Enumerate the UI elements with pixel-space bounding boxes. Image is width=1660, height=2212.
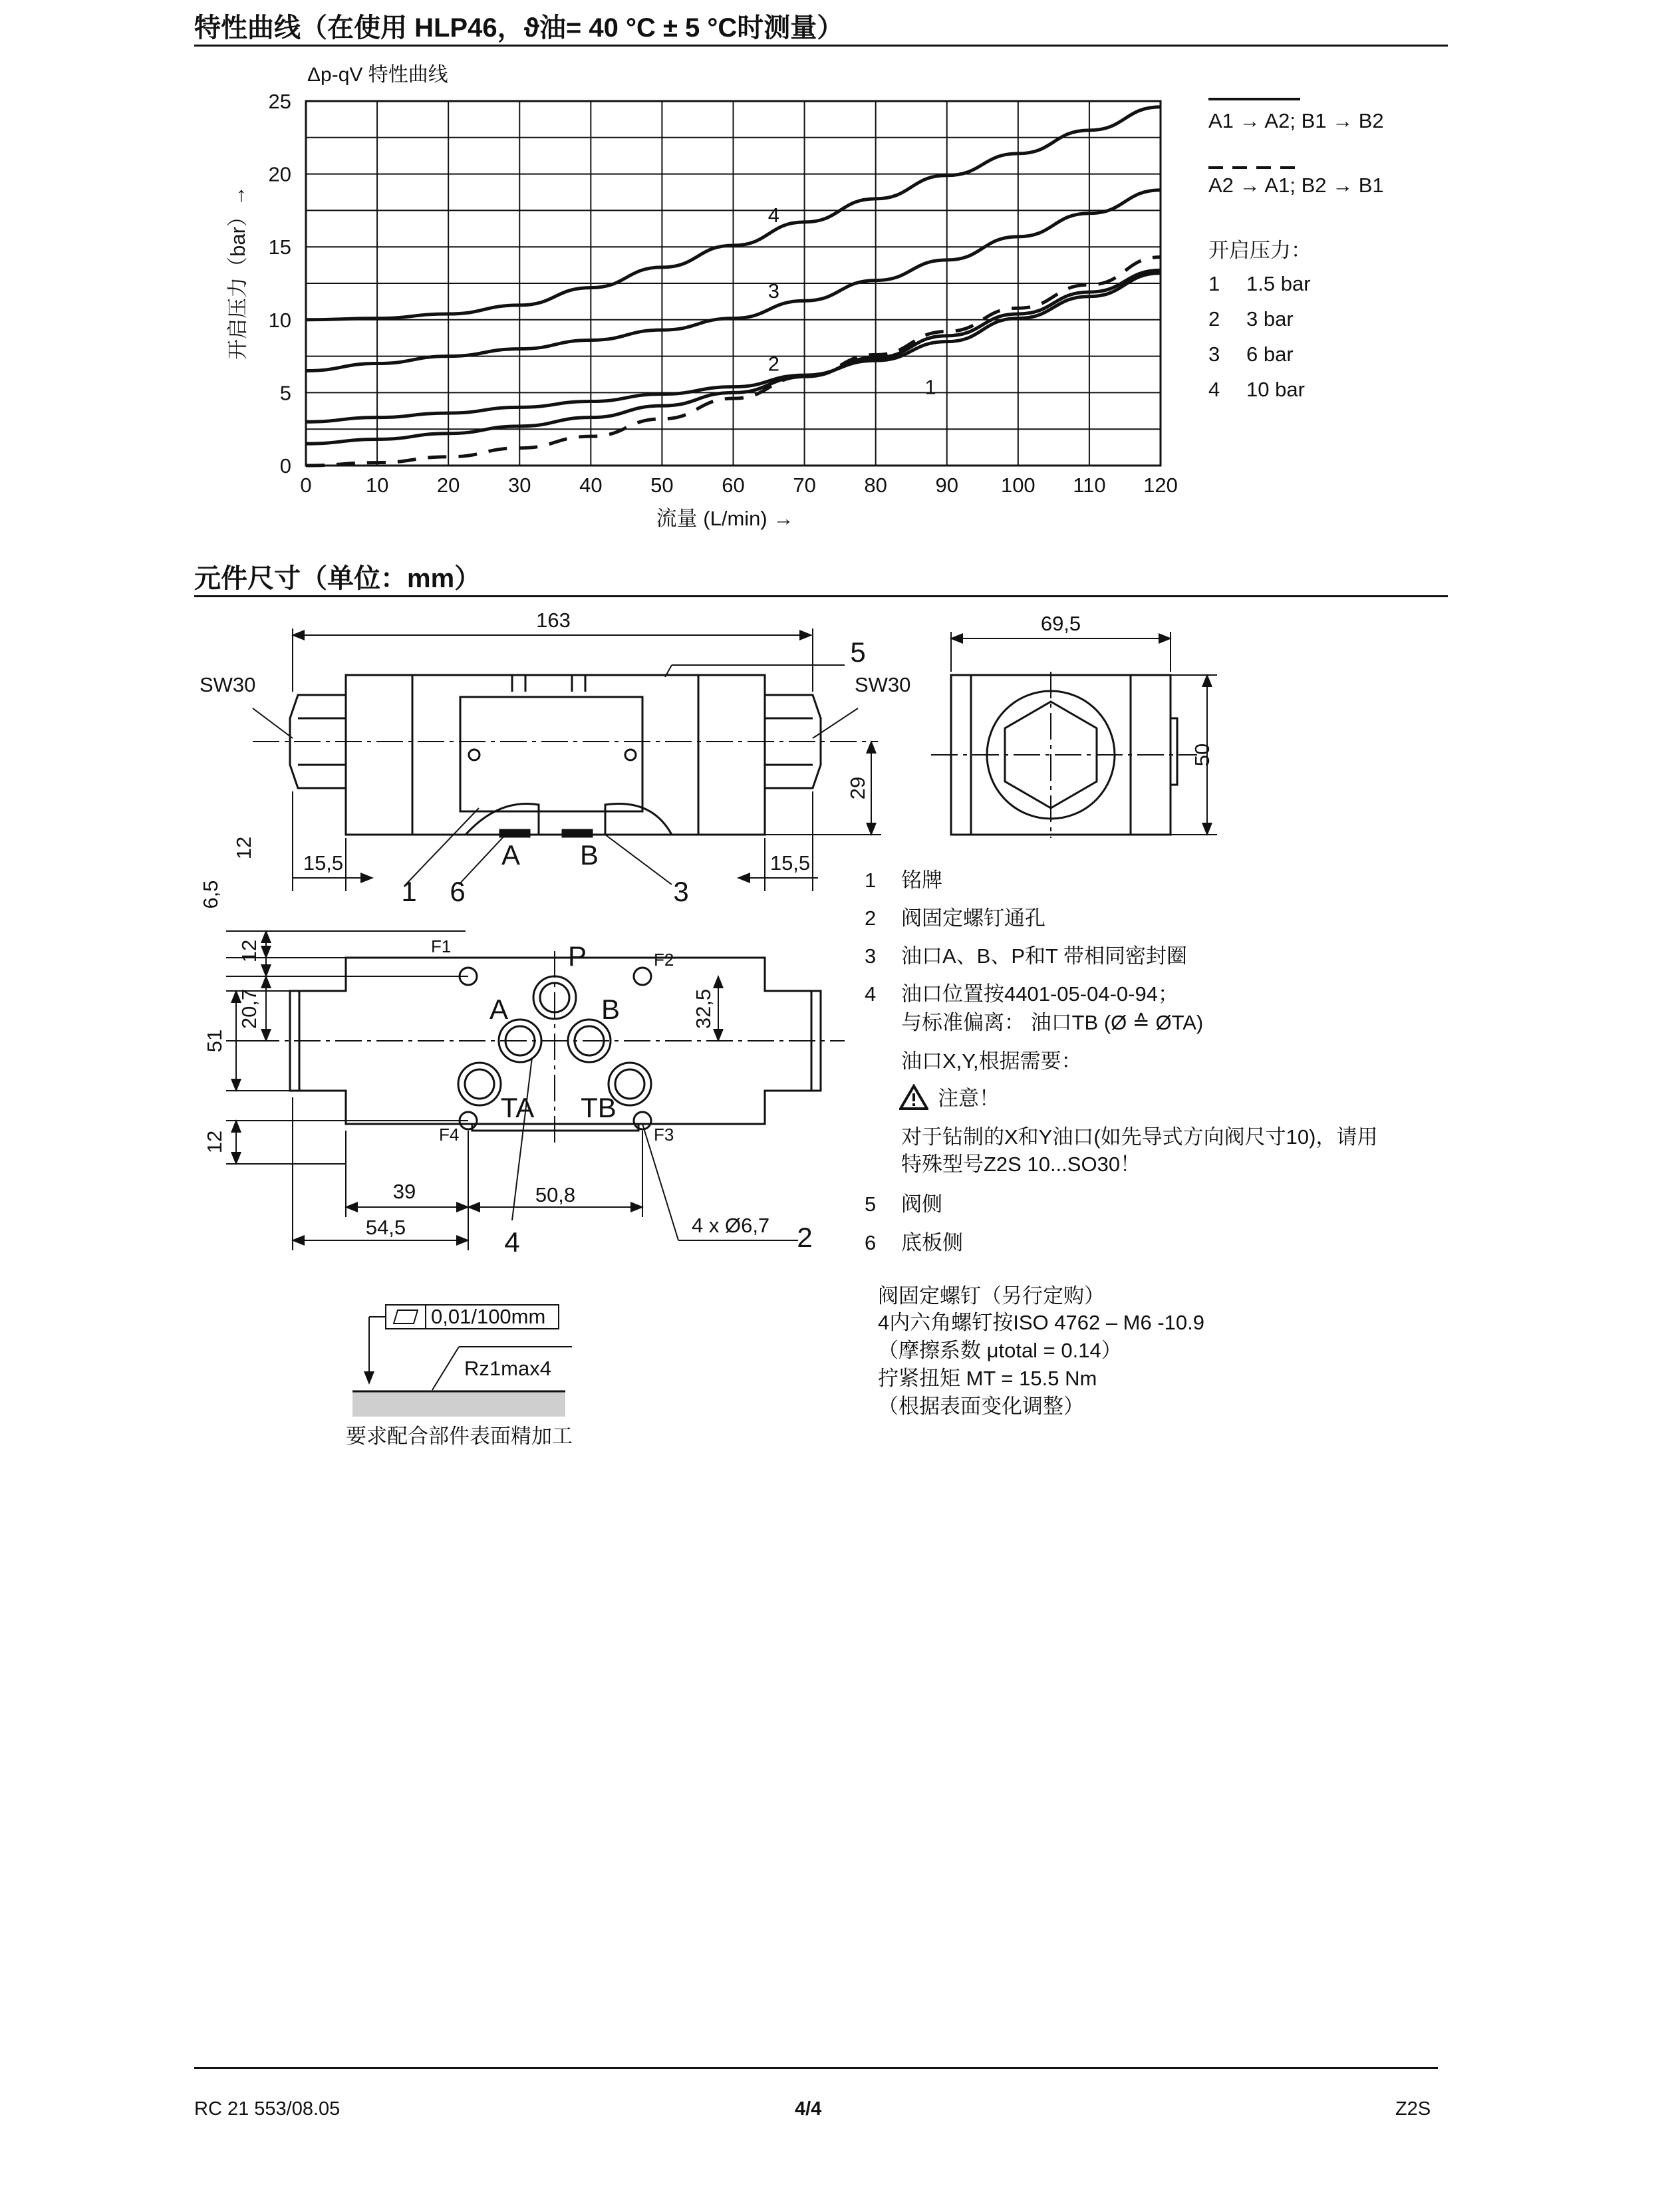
dim-50-8: 50,8 [535,1183,576,1206]
chart-x-tick: 60 [722,474,745,497]
note-text: 油口A、B、P和T 带相同密封圈 [901,944,1188,968]
dim-20-7: 20,7 [237,988,261,1030]
note-text: 底板侧 [901,1231,963,1254]
dim-15-5-right: 15,5 [769,851,811,875]
dim-29: 29 [846,776,869,800]
callout-3: 3 [673,876,689,907]
chart-xlabel: 流量 (L/min) → [656,507,794,530]
port-p: P [567,940,587,972]
chart-x-tick: 100 [1000,474,1036,497]
bolt-line: 拧紧扭矩 MT = 15.5 Nm [878,1367,1097,1390]
legend-solid-label: A1 → A2; B1 → B2 [1208,109,1384,132]
port-b: B [601,994,621,1025]
dim-39: 39 [392,1180,416,1203]
note-num: 2 [865,906,877,930]
callout-4: 4 [504,1226,520,1258]
bolt-line: （根据表面变化调整） [878,1395,1084,1418]
dim-6-5: 6,5 [199,880,222,909]
bolt-line: 4内六角螺钉按ISO 4762 – M6 -10.9 [878,1311,1205,1334]
chart-y-tick: 10 [268,308,291,332]
callout-5: 5 [850,636,866,668]
chart-x-tick: 120 [1143,474,1178,497]
note-num: 3 [865,944,877,968]
warning-icon [899,1084,928,1111]
note-text: 油口位置按4401-05-04-0-94； [901,982,1178,1006]
chart-x-tick: 40 [579,474,603,497]
dim-12a: 12 [232,836,255,860]
footer-rule [194,2067,1438,2069]
footer-model: Z2S [1395,2098,1431,2120]
chart-x-tick: 20 [436,474,460,497]
footer-page: 4/4 [795,2098,822,2120]
note-4-line2: 与标准偏离： 油口TB (Ø ≙ ØTA) [901,1011,1204,1034]
warning-text: 注意！ [938,1087,1000,1110]
dim-50: 50 [1190,743,1214,767]
note-4-line3: 油口X,Y,根据需要： [901,1049,1082,1073]
chart-x-tick: 90 [935,474,958,497]
chart-y-tick: 25 [268,90,291,113]
port-f4: F4 [439,1125,460,1145]
nameplate [460,697,642,811]
flatness-value: 0,01/100mm [431,1305,546,1328]
sw30-right: SW30 [855,673,911,696]
dim-15-5-left: 15,5 [303,851,344,875]
chart-curve-label: 4 [767,203,779,227]
chart-curve-label: 2 [767,352,779,376]
legend-item-val: 1.5 bar [1246,272,1311,295]
legend-item-val: 3 bar [1246,307,1294,331]
port-a-front: A [501,839,521,871]
legend-item-val: 10 bar [1246,378,1305,401]
surface-caption: 要求配合部件表面精加工 [346,1425,573,1448]
callout-6: 6 [450,876,466,907]
sw30-left: SW30 [200,673,256,696]
footer-doc-id: RC 21 553/08.05 [194,2098,341,2120]
dim-54-5: 54,5 [365,1216,406,1239]
note-text: 阀固定螺钉通孔 [901,906,1045,930]
dim-69-5: 69,5 [1040,612,1081,635]
port-f3: F3 [654,1125,674,1145]
chart-curve-label: 3 [767,279,779,303]
roughness-value: Rz1max4 [464,1357,551,1380]
note-text: 铭牌 [901,869,942,892]
port-b-front: B [579,839,599,871]
chart-title: Δp-qV 特性曲线 [307,64,448,86]
legend-item-num: 4 [1208,378,1220,401]
chart-grid [306,101,1161,466]
section-title-characteristics: 特性曲线（在使用 HLP46，ϑ油= 40 °C ± 5 °C时测量） [194,13,844,43]
chart-y-tick: 0 [279,454,291,478]
bolt-line: 阀固定螺钉（另行定购） [878,1284,1105,1308]
chart-x-tick: 30 [508,474,531,497]
note-num: 1 [865,869,877,892]
chart-x-tick: 10 [365,474,389,497]
chart-y-tick: 15 [268,235,291,259]
chart-curve-label: 1 [924,375,936,399]
dim-12b: 12 [237,939,261,963]
port-a: A [489,994,509,1025]
dim-51: 51 [203,1029,226,1053]
note-num: 4 [865,982,877,1006]
chart-y-tick: 5 [279,381,291,405]
chart-x-tick: 70 [793,474,816,497]
legend-item-num: 1 [1208,272,1220,295]
chart-x-tick: 80 [864,474,887,497]
dim-32-5: 32,5 [692,988,715,1030]
legend-line-samples [1197,93,1437,186]
legend-item-num: 3 [1208,343,1220,366]
port-f1: F1 [431,936,452,956]
note-4-line5: 特殊型号Z2S 10...SO30！ [901,1153,1141,1176]
legend-heading: 开启压力： [1208,239,1312,262]
chart-y-tick: 20 [268,162,291,186]
note-num: 6 [865,1231,877,1254]
port-tb: TB [581,1092,617,1123]
characteristic-chart [0,0,1660,545]
dimension-drawing [0,599,1660,1463]
note-text: 阀侧 [901,1192,942,1216]
section-title-dimensions: 元件尺寸（单位：mm） [194,564,482,593]
port-ta: TA [500,1092,535,1123]
note-4-line4: 对于钻制的X和Y油口(如先导式方向阀尺寸10)，请用 [901,1125,1378,1149]
surface-block [352,1391,565,1417]
legend-item-val: 6 bar [1246,343,1294,366]
bolt-line: （摩擦系数 μtotal = 0.14） [878,1339,1122,1362]
chart-x-tick: 0 [300,474,312,497]
chart-ylabel: 开启压力（bar）→ [226,186,249,360]
section-rule-2 [194,595,1448,597]
chart-x-tick: 50 [650,474,674,497]
callout-2: 2 [797,1222,813,1253]
note-num: 5 [865,1192,877,1216]
callout-1: 1 [401,876,417,907]
dim-4x-hole: 4 x Ø6,7 [692,1214,770,1237]
legend-dashed-label: A2 → A1; B2 → B1 [1208,174,1384,197]
chart-x-tick: 110 [1073,474,1106,497]
dim-12c: 12 [203,1130,226,1154]
dim-163: 163 [536,609,571,632]
port-f2: F2 [654,950,674,970]
legend-item-num: 2 [1208,307,1220,331]
